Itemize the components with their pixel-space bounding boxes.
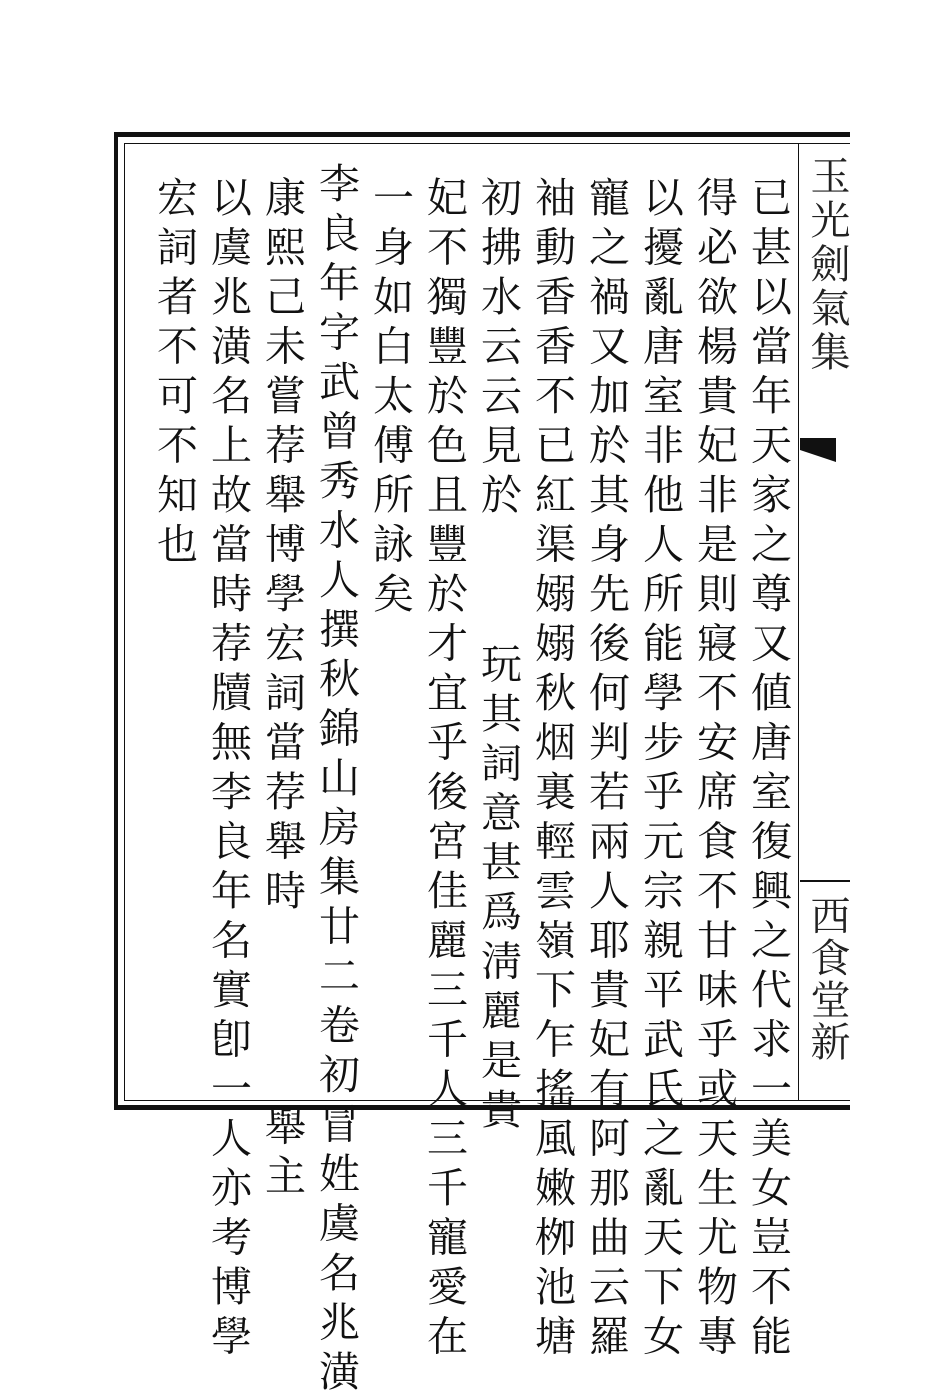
text-column-11: 以虞兆潢名上故當時荐牘無李良年名實卽一人亦考博學 <box>204 176 252 1364</box>
center-fold-rule <box>800 880 850 882</box>
text-column-3: 以擾亂唐室非他人所能學步乎元宗親平武氏之亂天下女 <box>636 176 684 1364</box>
column-gap <box>472 523 524 643</box>
text-column-4: 寵之禍又加於其身先後何判若兩人耶貴妃有阿那曲云羅 <box>582 176 630 1364</box>
fishtail-mark-icon <box>800 438 836 462</box>
column-gap <box>256 919 308 1105</box>
text-column-6-part-a: 初拂水云云見於 <box>474 176 522 523</box>
text-column-5: 袖動香香不已紅渠嫋嫋秋烟裏輕雲嶺下乍搖風嫩栁池塘 <box>528 176 576 1364</box>
text-column-9: 李良年字武曾秀水人撰秋錦山房集廿二卷初冒姓虞名兆潢 <box>312 162 360 1400</box>
book-subtitle: 西食堂新 <box>804 895 850 1063</box>
text-column-10-part-b: 舉主 <box>258 1104 306 1204</box>
text-column-1: 已甚以當年天家之尊又値唐室復興之代求一美女豈不能 <box>744 176 792 1364</box>
text-column-7: 妃不獨豐於色且豐於才宜乎後宮佳麗三千人三千寵愛在 <box>420 176 468 1364</box>
text-column-10-part-a: 康熙己未嘗荐舉博學宏詞當荐舉時 <box>258 176 306 919</box>
text-column-10 <box>256 176 308 1204</box>
text-column-12: 宏詞者不可不知也 <box>150 176 198 572</box>
text-column-6-part-b: 玩其詞意甚爲淸麗是貴 <box>474 642 522 1138</box>
book-title: 玉光劍氣集 <box>804 155 850 375</box>
text-column-2: 得必欲楊貴妃非是則寢不安席食不甘味乎或天生尤物專 <box>690 176 738 1364</box>
text-column-6 <box>472 176 524 1138</box>
text-column-8: 一身如白太傅所詠矣 <box>366 176 414 622</box>
